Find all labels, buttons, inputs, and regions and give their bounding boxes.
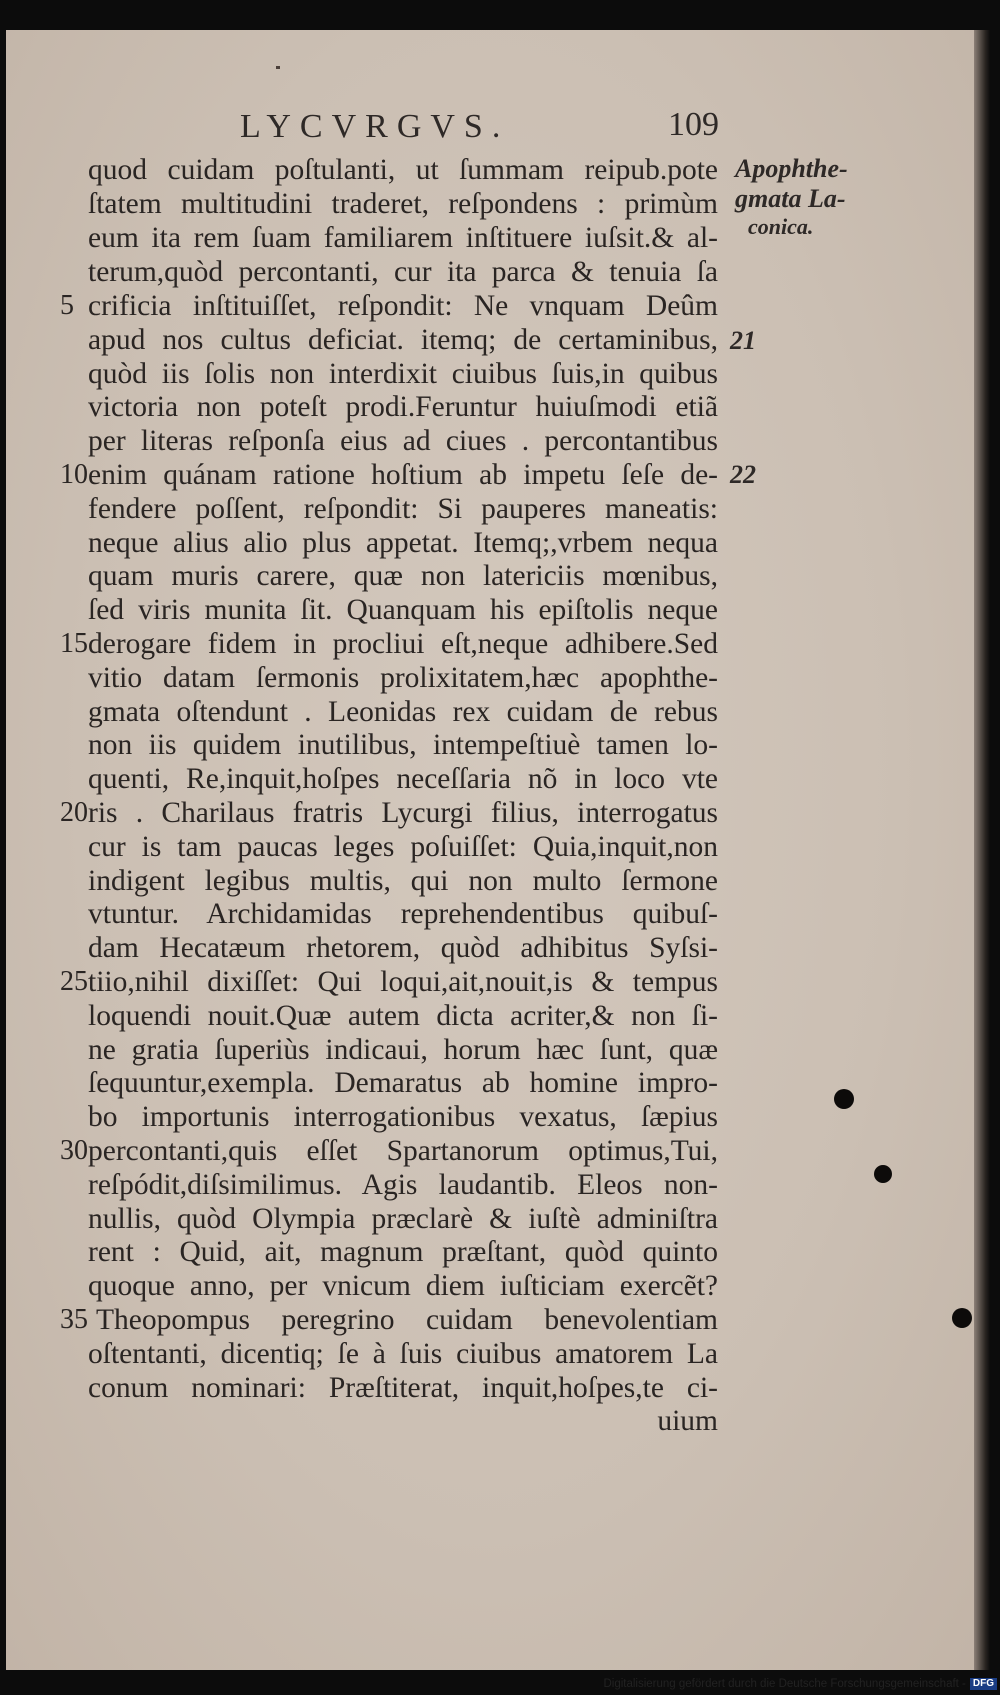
text-line: enim quánam ratione hoſtium ab impetu ſeſe de-	[88, 459, 718, 491]
text-line: vitio datam ſermonis prolixitatem,hæc apophthe-	[88, 662, 718, 694]
text-line: derogare fidem in procliui eſt,neque adhibere.Sed	[88, 628, 718, 660]
text-line: non iis quidem inutilibus, intempeſtiuè tamen lo-	[88, 729, 718, 761]
dfg-logo: DFG	[970, 1678, 997, 1690]
margin-note-line-2: gmata La-	[735, 184, 846, 213]
text-line: terum,quòd percontanti, cur ita parca & tenuia ſa	[88, 256, 718, 288]
text-line: eum ita rem ſuam familiarem inſtituere iuſsit.& al-	[88, 222, 718, 254]
text-line: quam muris carere, quæ non latericiis mœnibus,	[88, 560, 718, 592]
line-number: 10	[60, 459, 88, 490]
text-line: loquendi nouit.Quæ autem dicta acriter,& non ſi-	[88, 1000, 718, 1032]
text-line: crificia inſtituiſſet, reſpondit: Ne vnquam Deûm	[88, 290, 718, 322]
text-line: bo importunis interrogationibus vexatus, ſæpius	[88, 1101, 718, 1133]
credit-text: Digitalisierung gefördert durch die Deutsche Forschungsgemeinschaft -	[603, 1678, 966, 1690]
text-line: ſequuntur,exempla. Demaratus ab homine impro-	[88, 1067, 718, 1099]
text-line: neque alius alio plus appetat. Itemq;,vrbem nequa	[88, 527, 718, 559]
line-number: 35	[60, 1304, 88, 1335]
line-number: 20	[60, 797, 88, 828]
text-line: nullis, quòd Olympia præclarè & iuſtè adminiſtra	[88, 1203, 718, 1235]
text-line: conum nominari: Præſtiterat, inquit,hoſpes,te ci-	[88, 1372, 718, 1404]
text-line: victoria non poteſt prodi.Feruntur huiuſmodi etiã	[88, 391, 718, 423]
page-number: 109	[668, 106, 719, 143]
line-number: 25	[60, 966, 88, 997]
text-line: fendere poſſent, reſpondit: Si pauperes maneatis:	[88, 493, 718, 525]
text-line: quoque anno, per vnicum diem iuſticiam exercẽt?	[88, 1270, 718, 1302]
catchword: uium	[657, 1405, 718, 1437]
text-line: dam Hecatæum rhetorem, quòd adhibitus Syſsi-	[88, 932, 718, 964]
ink-dot	[952, 1308, 972, 1328]
line-number: 15	[60, 628, 88, 659]
text-line: reſpódit,diſsimilimus. Agis laudantib. Eleos non-	[88, 1169, 718, 1201]
text-line: Theopompus peregrino cuidam benevolentiam	[96, 1304, 718, 1336]
text-line: oſtentanti, dicentiq; ſe à ſuis ciuibus amatorem La	[88, 1338, 718, 1370]
text-line: quod cuidam poſtulanti, ut ſummam reipub.pote	[88, 154, 718, 186]
text-line: rent : Quid, ait, magnum præſtant, quòd quinto	[88, 1236, 718, 1268]
line-number: 30	[60, 1135, 88, 1166]
margin-number-22: 22	[730, 460, 756, 489]
ink-dot	[834, 1089, 854, 1109]
text-line: quòd iis ſolis non interdixit ciuibus ſuis,in quibus	[88, 358, 718, 390]
text-line: vtuntur. Archidamidas reprehendentibus quibuſ-	[88, 898, 718, 930]
margin-note-line-3: conica.	[748, 214, 814, 239]
ink-dot	[874, 1165, 892, 1183]
text-line: indigent legibus multis, qui non multo ſermone	[88, 865, 718, 897]
text-line: quenti, Re,inquit,hoſpes neceſſaria nõ in loco vte	[88, 763, 718, 795]
line-number: 5	[60, 290, 74, 321]
margin-note-line-1: Apophthe-	[735, 154, 848, 183]
text-line: tiio,nihil dixiſſet: Qui loqui,ait,nouit,is & tempus	[88, 966, 718, 998]
running-head: LYCVRGVS.	[240, 108, 510, 145]
text-line: apud nos cultus deficiat. itemq; de certaminibus,	[88, 324, 718, 356]
text-line: gmata oſtendunt . Leonidas rex cuidam de rebus	[88, 696, 718, 728]
text-line: cur is tam paucas leges poſuiſſet: Quia,inquit,non	[88, 831, 718, 863]
text-line: ſed viris munita ſit. Quanquam his epiſtolis neque	[88, 594, 718, 626]
text-line: ris . Charilaus fratris Lycurgi filius, interrogatus	[88, 797, 718, 829]
text-line: ſtatem multitudini traderet, reſpondens : primùm	[88, 188, 718, 220]
paper-speck	[276, 66, 280, 69]
page-edge-shadow	[974, 30, 990, 1670]
text-line: ne gratia ſuperiùs indicaui, horum hæc ſunt, quæ	[88, 1034, 718, 1066]
text-line: per literas reſponſa eius ad ciues . percontantibus	[88, 425, 718, 457]
digitization-credit	[603, 1677, 997, 1691]
text-line: percontanti,quis eſſet Spartanorum optimus,Tui,	[88, 1135, 718, 1167]
margin-number-21: 21	[730, 326, 756, 355]
